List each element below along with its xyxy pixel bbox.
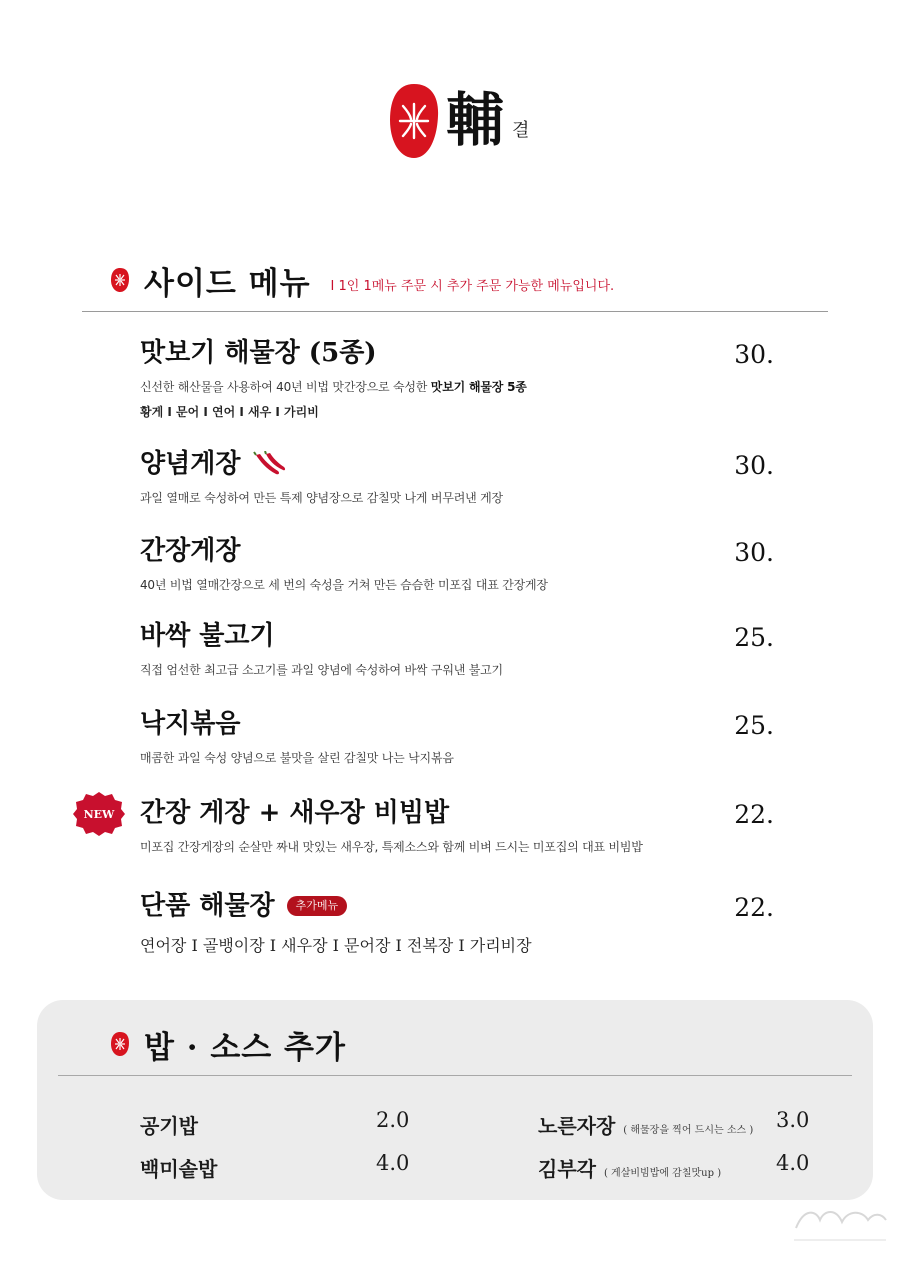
menu-item-price: 22. <box>734 800 774 829</box>
section-title: 밥 · 소스 추가 <box>144 1029 346 1066</box>
menu-item-description: 과일 열매로 숙성하여 만든 특제 양념장으로 감칠맛 나게 버무려낸 게장 <box>140 491 503 505</box>
menu-item <box>140 336 780 420</box>
menu-item <box>140 534 780 593</box>
section-title: 사이드 메뉴 <box>144 265 311 302</box>
menu-item-description: 40년 비법 열매간장으로 세 번의 숙성을 거쳐 만든 슴슴한 미포집 대표 간장게장 <box>140 578 548 592</box>
menu-item-name: 단품 해물장 <box>140 891 275 921</box>
menu-item-name: 간장 게장 + 새우장 비빔밥 <box>140 798 450 828</box>
menu-item-varieties: 연어장 I 골뱅이장 I 새우장 I 문어장 I 전복장 I 가리비장 <box>140 936 532 955</box>
menu-item-price: 22. <box>734 893 774 922</box>
menu-item-price: 25. <box>734 623 774 652</box>
menu-item <box>140 619 780 678</box>
brand-logo <box>388 80 548 164</box>
seal-logo-icon <box>388 82 440 160</box>
menu-item-name-row <box>140 889 780 923</box>
logo-character: 輔 <box>446 86 505 154</box>
addon-name: 김부각 <box>538 1157 596 1181</box>
addon-price: 4.0 <box>776 1151 810 1175</box>
new-badge-label: NEW <box>83 808 115 821</box>
menu-item-price: 30. <box>734 538 774 567</box>
section-note: I 1인 1메뉴 주문 시 추가 주문 가능한 메뉴입니다. <box>330 278 615 294</box>
menu-item <box>140 447 780 506</box>
addon-row <box>538 1110 753 1139</box>
menu-item-price: 30. <box>734 451 774 480</box>
menu-item <box>140 889 780 956</box>
menu-item-name: 맛보기 해물장 (5종) <box>140 338 377 368</box>
new-badge-icon <box>72 790 126 838</box>
menu-item-description: 신선한 해산물을 사용하여 40년 비법 맛간장으로 숙성한 맛보기 해물장 5종 <box>140 380 527 394</box>
menu-item-name-row <box>140 447 780 481</box>
addon-note: ( 해물장을 찍어 드시는 소스 ) <box>623 1125 754 1136</box>
menu-item-price: 30. <box>734 340 774 369</box>
addon-note: ( 게살비빔밥에 감칠맛up ) <box>603 1168 722 1179</box>
addon-name: 백미솥밥 <box>140 1157 218 1181</box>
addon-name: 공기밥 <box>140 1114 198 1138</box>
menu-item-varieties: 황게 I 문어 I 연어 I 새우 I 가리비 <box>140 405 319 419</box>
menu-item-name: 낙지볶음 <box>140 709 241 739</box>
side-menu-header <box>110 260 614 300</box>
menu-item-description: 직접 엄선한 최고급 소고기를 과일 양념에 숙성하여 바싹 구워낸 불고기 <box>140 663 503 677</box>
watermark <box>790 1198 890 1248</box>
extra-menu-badge: 추가메뉴 <box>287 896 348 916</box>
menu-item <box>140 796 780 855</box>
menu-item-name: 바싹 불고기 <box>140 621 275 651</box>
addon-price: 3.0 <box>776 1108 810 1132</box>
menu-item-name: 양념게장 <box>140 449 241 479</box>
addon-name: 노른자장 <box>538 1114 616 1138</box>
addon-price: 2.0 <box>376 1108 410 1132</box>
seal-bullet-icon <box>110 267 130 293</box>
logo-subtext: 결 <box>512 120 530 141</box>
menu-item-name: 간장게장 <box>140 536 241 566</box>
chili-pepper-icon <box>252 451 286 477</box>
menu-item <box>140 707 780 766</box>
divider <box>82 311 828 312</box>
menu-item-price: 25. <box>734 711 774 740</box>
rice-sauce-header <box>110 1024 346 1064</box>
seal-bullet-icon <box>110 1031 130 1057</box>
addon-row <box>538 1153 721 1182</box>
divider <box>58 1075 852 1076</box>
addon-price: 4.0 <box>376 1151 410 1175</box>
menu-item-description: 미포집 간장게장의 순살만 짜내 맛있는 새우장, 특제소스와 함께 비벼 드시는 미포집의 대표 비빔밥 <box>140 840 643 854</box>
menu-item-description: 매콤한 과일 숙성 양념으로 불맛을 살린 감칠맛 나는 낙지볶음 <box>140 751 454 765</box>
